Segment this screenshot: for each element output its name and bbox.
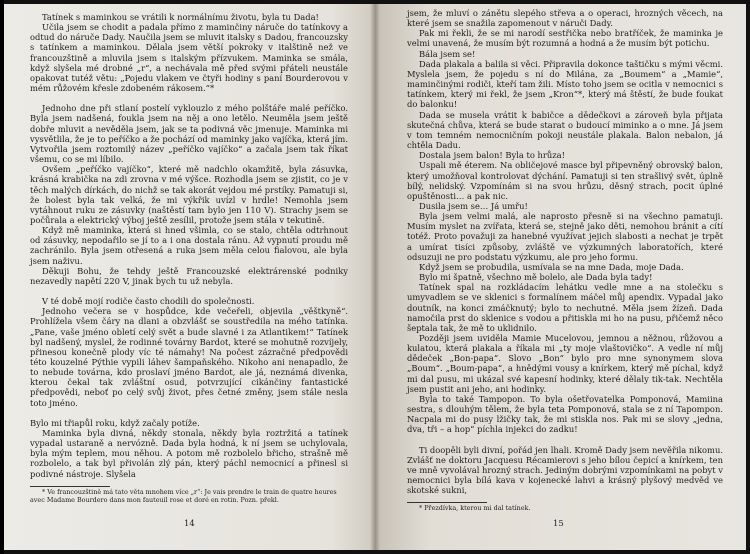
paragraph: Později jsem uviděla Mamie Mucelovou, jemnou a něžnou, růžovou a kulatou, která plakala a říkala mi „ty moje vlaštovičko“. A vedle ní můj dědeček „Bon-papa“. Slovo „Bon“ bylo pro mne synonymem slova „Boum“. „Boum-papa“, a hnědými vousy a knírkem, který mě píchal, když mi dal pusu, mi ukázal své kapesní hodinky, které dělaly tik-tak. Nechtěla jsem pustit ani jeho, ani hodinky. — [407, 333, 723, 394]
footnote-rule — [407, 502, 487, 503]
paragraph: Pak mi řekli, že se mi narodí sestřička nebo bratříček, že maminka je velmi unavená, že musím být rozumná a hodná a že musím být potichu. — [407, 28, 723, 49]
page-number: 14 — [184, 518, 195, 528]
paragraph: Tatínek spal na rozkládacím lehátku vedle mne a na stolečku s umyvadlem se ve sklenici s formalínem máčel můj apendix. Vypadal jako doutník, na konci zmáčknutý; bylo to nechutné. Měla jsem žízeň. Dada namočila prst do sklenice s vodou a přitiskla mi ho na pusu, přičemž něco šeptala tak, že mě to uklidnilo. — [407, 282, 723, 333]
page-number: 15 — [553, 518, 564, 528]
paragraph: Děkuji Bohu, že tehdy ještě Francouzské elektrárenské podniky nezavedly napětí 220 V, jinak bych tu už nebyla. — [30, 265, 348, 286]
book-gutter — [370, 4, 380, 550]
footnote: * Přezdívka, kterou mi dal tatínek. — [419, 504, 531, 513]
paragraph: Ti doopěli byli divní, pořád jen lhali. Kromě Dady jsem nevěřila nikomu. Zvlášť ne doktoru Jacquesu Récamierovi s jeho bílou čepicí a knírkem, ten ve mně vyvolával hrozný strach. Jediným dobrými vzpomínkami na pobyt v nemocnici byla bílá kava v kojenecké lahvi a krásný plyšový medvěd ve skotské sukni, — [407, 444, 723, 496]
paragraph: Jednoho večera se v hospůdce, kde večeřeli, objevila „věštkyně“. Prohlížela všem čáry na dlani a obzvlášť se soustředila na mého tatínka. „Pane, vaše jméno obletí celý svět a bude slavné i za Atlantikem!“ Tatínek byl nadšený, myslel, že rodinné továrny Bardot, které se mohutně rozvíjely, přinesou konečně plody víc té námahy! Na počest zázračné předpovědi této kouzelné Pýthie vypili láhev šampaňského. Nikoho ani nenapadlo, že to nebude továrna, kdo proslaví jméno Bardot, ale já, neznámá divenka, kterou čekal tak zvláštní osud, potvrzující cikánčiny fantastické předpovědi, neboť po celý svůj život, přes četné změny, jsem stále nesla toto jméno. — [30, 306, 348, 408]
paragraph: jsem, že mluví o zánětu slepého střeva a o operaci, hrozných věcech, na které jsem se snažila zapomenout v náruči Dady. — [407, 8, 723, 29]
paragraph: Dostala jsem balon! Byla to hrůza! — [419, 150, 566, 161]
paragraph: Bála jsem se! — [419, 48, 476, 59]
book-spread — [4, 4, 746, 550]
left-page-text — [30, 12, 348, 504]
paragraph: Jednoho dne při stlaní postelí vyklouzlo z mého polštáře malé peříčko. Byla jsem nadšená, foukla jsem na něj a ono letělo. Neuměla jsem ještě dobře mluvit a nevěděla jsem, jak se ta podivná věc jmenuje. Maminka mi vysvětlila, že je to peříčko a že pochází od maminky jako vajíčka, která jím. Vytvořila jsem roztomilý název „peříčko vajíčko“ a začala jsem tak říkat všemu, co se mi líbilo. — [30, 103, 348, 165]
paragraph: Maminka byla divná, někdy stonala, někdy byla roztržitá a tatínek vypadal ustaraně a nervózně. Dada byla hodná, k ní jsem se uchylovala, byla mým teplem, mou něhou. A potom mě rozbolelo břicho, strašně mě rozbolelo, a tak byl přivolán zlý pán, který páchl nemocnicí a přinesl si podivné nástroje. Slyšela — [30, 427, 348, 479]
footnote-rule — [30, 486, 110, 487]
footnote: * Ve francouzštině má tato věta mnohem více „r“: Je vais prendre le train de quatre heures avec Madame Bourdero dans mon fauteuil rose et doré en rotin. Pozn. překl. — [30, 487, 337, 504]
paragraph: Bylo mi třiapůl roku, když začaly potíže. — [30, 417, 200, 428]
paragraph: Dada se musela vrátit k babičce a dědečkovi a zároveň byla přijata skutečná chůva, která se bude starat o budoucí miminko a o mne. Já jsem v tom temném nemocničním pokoji neustále plakala. Balon nebalon, já chtěla Dadu. — [407, 109, 723, 151]
paragraph: Byla to také Tampopon. To byla ošetřovatelka Pomponová, Mamiina sestra, s dlouhým tělem, že byla teta Pomponová, stala se z ní Tapompon. Nacpala mi do pusy lžičky tak, že mi stiskla nos. Pak mi se slovy „jedna, dva, tři – a hop“ píchla injekci do zadku! — [407, 393, 723, 435]
paragraph: Učila jsem se chodit a padala přímo z maminčiny náruče do tatínkovy a odtud do náruče Dady. Naučila jsem se mluvit italsky s Dadou, francouzsky s tatínkem a maminkou. Dělala jsem větší pokroky v italštině než ve francouzštině a mluvila jsem s italským přízvukem. Maminka se smála, když slyšela mé drobné „r“, a nechávala mě před svými přáteli neustále opakovat tutéž větu: „Pojedu vlakem ve čtyři hodiny s paní Bourderovou v mém růžovém křesle zdobeném rákosem.“* — [30, 22, 348, 94]
paragraph: Byla jsem velmi malá, ale naprosto přesně si na všechno pamatuji. Musím myslet na zvířata, která se, stejně jako děti, nemohou bránit a cítí totéž. Proto považuji za hanebné využívat jejich slabosti a nechat je trpět a umírat tisíci způsoby, zvláště ve výzkumných laboratořích, které odsuzuji ne pro podstatu výzkumu, ale pro jeho formu. — [407, 211, 723, 262]
paragraph: Bylo mi špatně, všechno mě bolelo, ale Dada byla tady! — [419, 272, 653, 283]
paragraph: Dusila jsem se… Já umřu! — [419, 200, 528, 211]
paragraph: Dada plakala a balila si věci. Připravila dokonce taštičku s mými věcmi. Myslela jsem, že pojedu s ní do Milána, za „Boumem“ a „Mamie“, maminčinými rodiči, kteří tam žili. Místo toho jsem se ocitla v nemocnici s tatínkem, který mi řekl, že jsem „Kron“*, který má štěstí, že bude foukat do balonku! — [407, 58, 723, 110]
paragraph: Když jsem se probudila, usmívala se na mne Dada, moje Dada. — [419, 261, 684, 272]
right-page-text — [407, 8, 723, 513]
paragraph: Když mě maminka, která si hned všimla, co se stalo, chtěla odtrhnout od zásuvky, nepodařilo se jí to a i ona dostala ránu. Až vypnutí proudu mě zachránilo. Byla jsem otřesená a ruka jsem měla celou fialovou, ale byla jsem naživu. — [30, 225, 348, 266]
right-page — [375, 4, 746, 550]
paragraph: Tatínek s maminkou se vrátili k normálnímu životu, byla tu Dada! — [42, 12, 319, 22]
paragraph: Uspali mě éterem. Na obličejové masce byl připevněný obrovský balon, který umožňoval kontrolovat dýchání. Pamatuji si ten strašlivý svět, úplně bílý, nelidský. Vzpomínám si na svou hrůzu, děsný strach, pocit úplné opuštěnosti… a pak nic. — [407, 160, 723, 201]
paragraph: V té době mojí rodiče často chodili do společnosti. — [42, 296, 255, 307]
left-page — [4, 4, 375, 550]
paragraph: Ovšem „peříčko vajíčko“, které mě nadchlo okamžitě, byla zásuvka, krásná krabička na zdi zrovna v mé výšce. Rozhodla jsem se zjistit, co je v těch malých dírkách, do nichž se tak akorát vejdou mé prstíky. Pamatuji si, že bolest byla tak velká, že mi výkřik uvízl v hrdle! Nemohla jsem vytáhnout ruku ze zásuvky (naštěstí tam bylo jen 110 V). Strachy jsem se počůrala a elektrický výboj ještě zesílil, protože jsem stála v tekutině. — [30, 164, 348, 225]
